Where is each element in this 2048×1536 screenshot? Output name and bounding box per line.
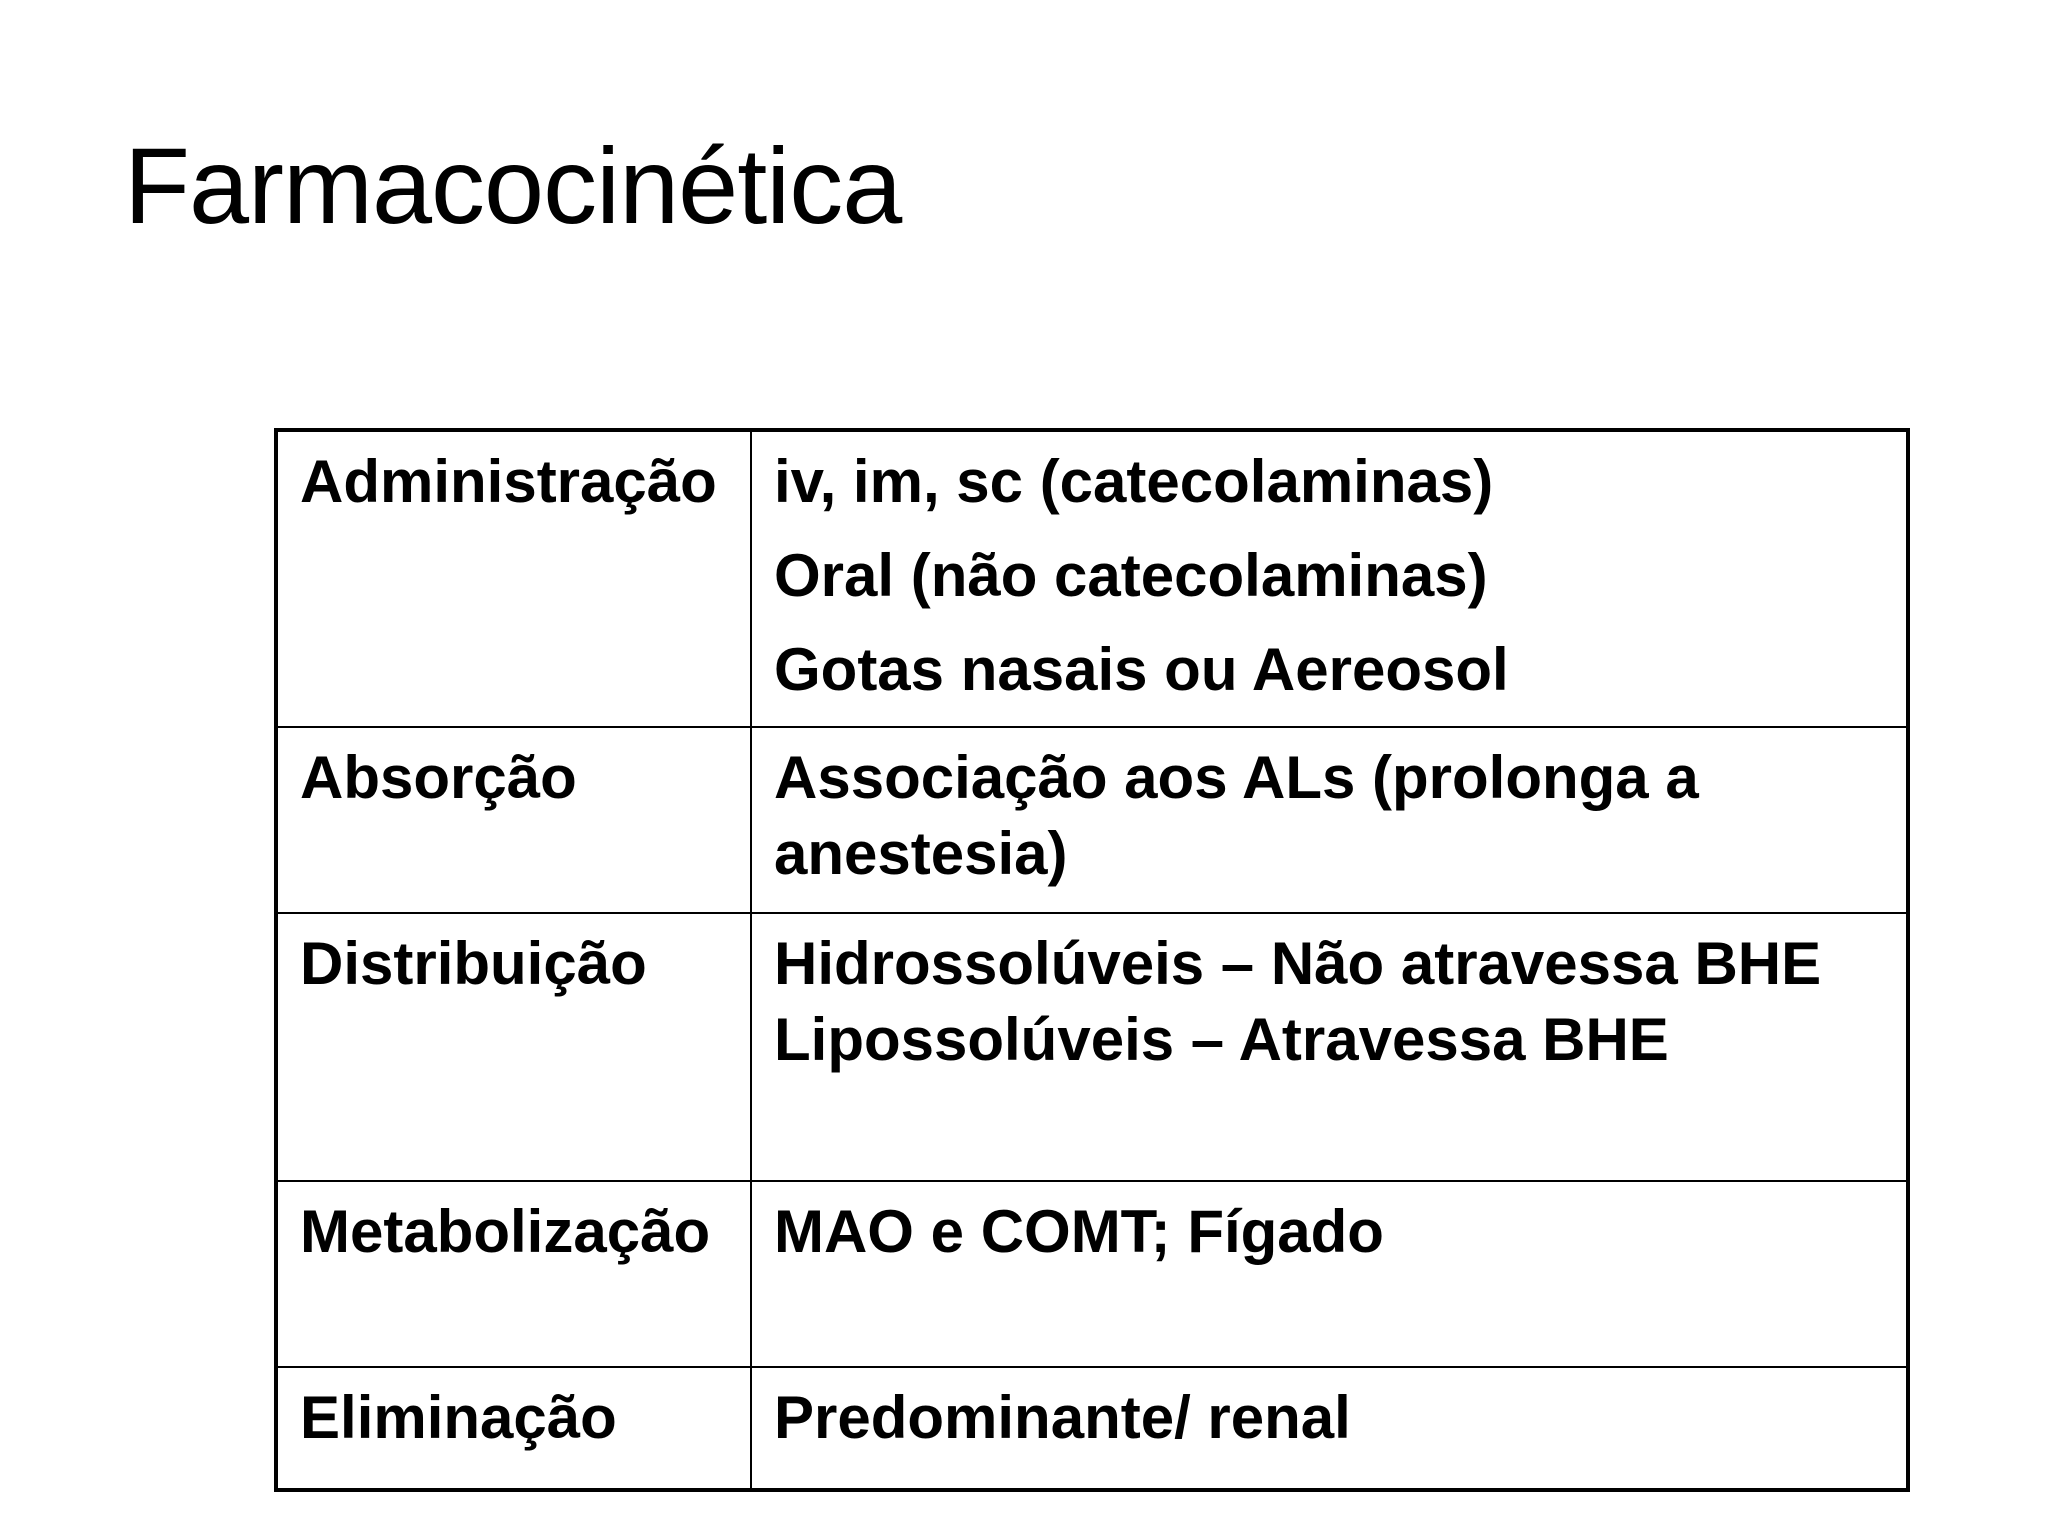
table-row-eliminacao (276, 1367, 1908, 1490)
description-cell (751, 430, 1908, 727)
slide-title: Farmacocinética (124, 125, 902, 246)
description-cell: Associação aos ALs (prolonga a anestesia) (751, 727, 1908, 913)
description-line: iv, im, sc (catecolaminas) (774, 448, 1494, 515)
table-row-distribuicao (276, 913, 1908, 1181)
table-row-metabolizacao (276, 1181, 1908, 1367)
description-line: Oral (não catecolaminas) (774, 542, 1488, 609)
parameter-cell: Administração (276, 430, 751, 727)
pharmacokinetics-table (274, 428, 1910, 1492)
parameter-cell: Absorção (276, 727, 751, 913)
table-row-absorcao (276, 727, 1908, 913)
parameter-cell: Metabolização (276, 1181, 751, 1367)
description-cell: MAO e COMT; Fígado (751, 1181, 1908, 1367)
parameter-cell: Eliminação (276, 1367, 751, 1490)
parameter-cell: Distribuição (276, 913, 751, 1181)
description-cell: Hidrossolúveis – Não atravessa BHE Lipossolúveis – Atravessa BHE (751, 913, 1908, 1181)
table-row-administracao (276, 430, 1908, 727)
description-cell: Predominante/ renal (751, 1367, 1908, 1490)
description-line: Gotas nasais ou Aereosol (774, 636, 1509, 703)
